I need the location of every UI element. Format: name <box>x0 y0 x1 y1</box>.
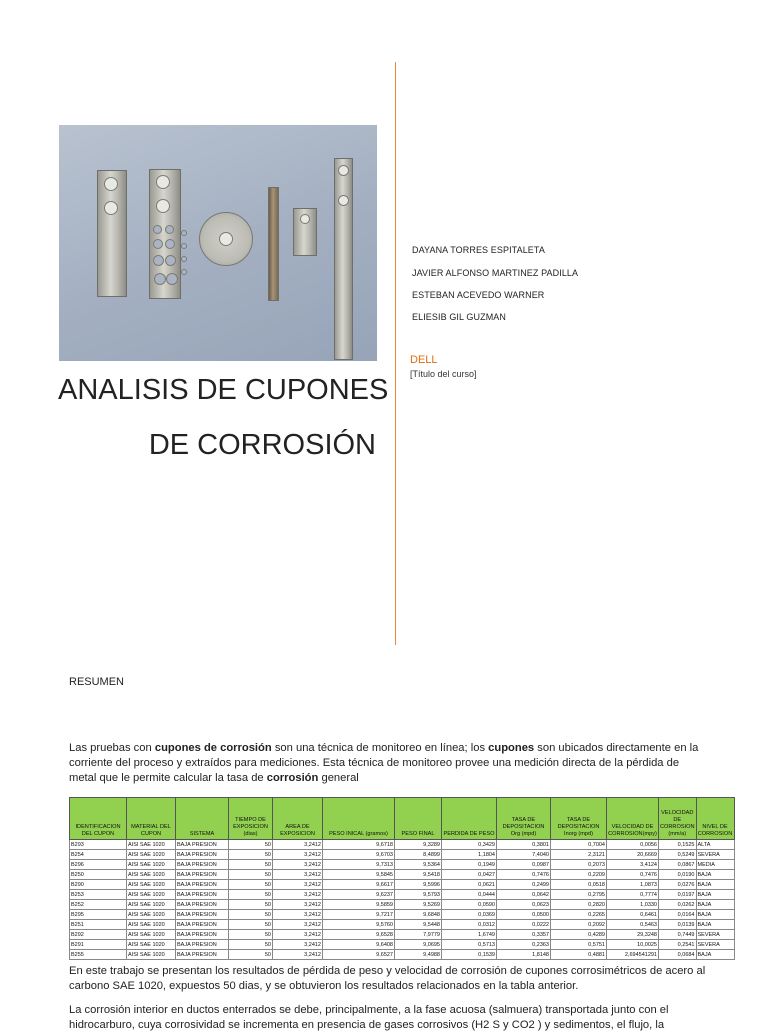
table-cell: 9,6408 <box>323 940 395 950</box>
table-cell: 9,5448 <box>395 920 442 930</box>
table-cell: 9,3289 <box>395 840 442 850</box>
table-cell: 0,7004 <box>551 840 607 850</box>
table-cell: B295 <box>70 910 127 920</box>
table-cell: BAJA <box>696 870 734 880</box>
table-cell: 50 <box>229 930 273 940</box>
table-cell: 0,0262 <box>659 900 697 910</box>
column-header: VELOCIDAD DE CORROSION (mm/a) <box>659 798 697 840</box>
table-cell: 3,2412 <box>273 930 323 940</box>
column-header: TASA DE DEPOSITACION Org (mpd) <box>497 798 551 840</box>
table-cell: 0,2541 <box>659 940 697 950</box>
table-cell: 9,7313 <box>323 860 395 870</box>
table-cell: 0,0312 <box>442 920 497 930</box>
table-cell: 9,5269 <box>395 900 442 910</box>
internal-corrosion-paragraph: La corrosión interior en ductos enterrados se debe, principalmente, a la fase acuosa (salmuera) transportada junto con el hidrocarburo, cuya corrosividad se incrementa en presencia de gases corrosivos (H2 S y CO2 ) y sedimentos, el flujo, la <box>69 1004 669 1031</box>
table-cell: 0,0139 <box>659 920 697 930</box>
table-cell: 0,0500 <box>497 910 551 920</box>
table-cell: BAJA PRESION <box>176 940 229 950</box>
table-cell: 8,4899 <box>395 850 442 860</box>
table-cell: 0,7449 <box>659 930 697 940</box>
table-row <box>70 870 735 880</box>
table-cell: BAJA PRESION <box>176 900 229 910</box>
table-cell: 0,0190 <box>659 870 697 880</box>
table-cell: BAJA PRESION <box>176 920 229 930</box>
table-cell: BAJA <box>696 880 734 890</box>
column-header: TASA DE DEPOSITACION Inorg (mpd) <box>551 798 607 840</box>
table-cell: 10,0025 <box>607 940 659 950</box>
table-cell: BAJA <box>696 950 734 960</box>
table-cell: 50 <box>229 840 273 850</box>
table-cell: BAJA <box>696 920 734 930</box>
table-cell: AISI SAE 1020 <box>127 860 176 870</box>
table-cell: BAJA PRESION <box>176 880 229 890</box>
table-cell: BAJA PRESION <box>176 910 229 920</box>
table-row <box>70 920 735 930</box>
table-cell: 3,2412 <box>273 890 323 900</box>
table-cell: AISI SAE 1020 <box>127 930 176 940</box>
table-cell: 0,1525 <box>659 840 697 850</box>
table-cell: 50 <box>229 880 273 890</box>
table-cell: B290 <box>70 880 127 890</box>
table-cell: 50 <box>229 870 273 880</box>
table-cell: 3,2412 <box>273 850 323 860</box>
table-cell: 0,0056 <box>607 840 659 850</box>
intro-text: Las pruebas con <box>69 742 155 754</box>
table-cell: BAJA <box>696 900 734 910</box>
table-cell: 3,4124 <box>607 860 659 870</box>
table-cell: 3,2412 <box>273 910 323 920</box>
table-cell: 1,1804 <box>442 850 497 860</box>
table-cell: 0,4881 <box>551 950 607 960</box>
table-cell: 29,3248 <box>607 930 659 940</box>
column-header: TIEMPO DE EXPOSICION (dias) <box>229 798 273 840</box>
intro-bold-term: cupones <box>488 742 535 754</box>
table-cell: 0,0427 <box>442 870 497 880</box>
table-cell: MEDIA <box>696 860 734 870</box>
table-cell: 1,0873 <box>607 880 659 890</box>
table-cell: BAJA <box>696 890 734 900</box>
table-row <box>70 930 735 940</box>
table-cell: 7,9779 <box>395 930 442 940</box>
table-cell: 9,6237 <box>323 890 395 900</box>
table-cell: 0,3801 <box>497 840 551 850</box>
table-cell: 50 <box>229 850 273 860</box>
table-cell: 3,2412 <box>273 840 323 850</box>
table-cell: 0,7774 <box>607 890 659 900</box>
table-row <box>70 880 735 890</box>
document-title-line-2: DE CORROSIÓN <box>148 429 376 461</box>
intro-text: son ubicados directamente en la corriente del proceso y extraídos para mediciones. Esta técnica de monitoreo provee una medición directa de la pérdida de metal que le permite calcular la tasa de <box>69 742 699 784</box>
table-cell: BAJA PRESION <box>176 860 229 870</box>
table-cell: 0,2092 <box>551 920 607 930</box>
intro-bold-term: corrosión <box>266 772 319 784</box>
table-cell: 1,8148 <box>497 950 551 960</box>
table-cell: 9,5418 <box>395 870 442 880</box>
table-cell: 0,6461 <box>607 910 659 920</box>
table-cell: 0,7476 <box>607 870 659 880</box>
table-cell: 0,5751 <box>551 940 607 950</box>
table-cell: AISI SAE 1020 <box>127 850 176 860</box>
table-cell: 9,6718 <box>323 840 395 850</box>
table-cell: 2,694541291 <box>607 950 659 960</box>
table-cell: 0,0444 <box>442 890 497 900</box>
table-cell: 50 <box>229 910 273 920</box>
table-cell: 9,6703 <box>323 850 395 860</box>
table-cell: 0,0623 <box>497 900 551 910</box>
table-cell: 0,0222 <box>497 920 551 930</box>
column-header: SISTEMA <box>176 798 229 840</box>
coupon-results-table <box>69 797 735 960</box>
summary-heading: RESUMEN <box>69 676 125 688</box>
table-cell: 0,1539 <box>442 950 497 960</box>
table-cell: 0,5713 <box>442 940 497 950</box>
table-cell: 9,5845 <box>323 870 395 880</box>
table-row <box>70 950 735 960</box>
table-cell: BAJA PRESION <box>176 840 229 850</box>
table-cell: 50 <box>229 890 273 900</box>
table-cell: AISI SAE 1020 <box>127 950 176 960</box>
table-cell: 3,2412 <box>273 950 323 960</box>
table-row <box>70 850 735 860</box>
table-cell: BAJA PRESION <box>176 890 229 900</box>
table-cell: SEVERA <box>696 850 734 860</box>
column-header: NIVEL DE CORROSION <box>696 798 734 840</box>
table-cell: 0,2795 <box>551 890 607 900</box>
table-cell: 9,6848 <box>395 910 442 920</box>
table-cell: 9,5760 <box>323 920 395 930</box>
table-cell: B293 <box>70 840 127 850</box>
intro-text: general <box>318 772 359 784</box>
column-header: MATERIAL DEL CUPON <box>127 798 176 840</box>
table-cell: B253 <box>70 890 127 900</box>
table-row <box>70 890 735 900</box>
table-header-row <box>70 798 735 840</box>
table-cell: BAJA PRESION <box>176 950 229 960</box>
table-cell: 1,0330 <box>607 900 659 910</box>
company-name: DELL <box>410 354 438 366</box>
table-cell: AISI SAE 1020 <box>127 840 176 850</box>
table-cell: ALTA <box>696 840 734 850</box>
author-4: ELIESIB GIL GUZMAN <box>412 312 506 322</box>
table-cell: 50 <box>229 900 273 910</box>
table-cell: 0,2073 <box>551 860 607 870</box>
summary-intro-paragraph <box>69 741 709 786</box>
table-cell: 0,0867 <box>659 860 697 870</box>
table-cell: 9,6528 <box>323 930 395 940</box>
table-cell: 0,0369 <box>442 910 497 920</box>
column-header: PERDIDA DE PESO <box>442 798 497 840</box>
table-cell: 9,5793 <box>395 890 442 900</box>
table-cell: 0,0621 <box>442 880 497 890</box>
table-cell: 3,2412 <box>273 870 323 880</box>
table-cell: 0,0276 <box>659 880 697 890</box>
table-cell: AISI SAE 1020 <box>127 910 176 920</box>
table-cell: AISI SAE 1020 <box>127 940 176 950</box>
table-cell: 3,2412 <box>273 940 323 950</box>
table-cell: 0,5249 <box>659 850 697 860</box>
table-cell: 0,4289 <box>551 930 607 940</box>
table-cell: 7,4040 <box>497 850 551 860</box>
table-cell: 9,4988 <box>395 950 442 960</box>
results-paragraph: En este trabajo se presentan los resultados de pérdida de peso y velocidad de corrosión de cupones corrosimétricos de acero al carbono SAE 1020, expuestos 50 dias, y se obtuvieron los resultados relacionados en la tabla anterior. <box>69 965 706 992</box>
table-cell: AISI SAE 1020 <box>127 890 176 900</box>
table-row <box>70 940 735 950</box>
table-cell: 0,1949 <box>442 860 497 870</box>
table-cell: 9,5364 <box>395 860 442 870</box>
column-header: IDENTIFICACION DEL CUPON <box>70 798 127 840</box>
table-cell: B255 <box>70 950 127 960</box>
table-cell: 2,3121 <box>551 850 607 860</box>
course-title: [Título del curso] <box>410 369 477 379</box>
table-cell: 3,2412 <box>273 900 323 910</box>
table-cell: 9,7217 <box>323 910 395 920</box>
author-1: DAYANA TORRES ESPITALETA <box>412 245 545 255</box>
table-cell: B251 <box>70 920 127 930</box>
table-cell: SEVERA <box>696 940 734 950</box>
table-cell: 9,5859 <box>323 900 395 910</box>
table-cell: 0,3357 <box>497 930 551 940</box>
table-cell: B292 <box>70 930 127 940</box>
table-cell: 0,2209 <box>551 870 607 880</box>
table-cell: 9,6527 <box>323 950 395 960</box>
table-cell: BAJA <box>696 910 734 920</box>
table-cell: 0,2363 <box>497 940 551 950</box>
table-cell: 50 <box>229 940 273 950</box>
table-cell: 0,0197 <box>659 890 697 900</box>
table-cell: 9,0695 <box>395 940 442 950</box>
table-row <box>70 910 735 920</box>
column-header: PESO FINAL <box>395 798 442 840</box>
intro-bold-term: cupones de corrosión <box>154 742 272 754</box>
table-cell: 1,6749 <box>442 930 497 940</box>
table-cell: 0,0642 <box>497 890 551 900</box>
table-cell: 0,0518 <box>551 880 607 890</box>
table-cell: 0,0684 <box>659 950 697 960</box>
table-row <box>70 900 735 910</box>
table-cell: 50 <box>229 860 273 870</box>
table-cell: 9,6617 <box>323 880 395 890</box>
table-cell: B296 <box>70 860 127 870</box>
table-cell: AISI SAE 1020 <box>127 900 176 910</box>
table-cell: 9,5996 <box>395 880 442 890</box>
table-cell: 0,0987 <box>497 860 551 870</box>
corrosion-coupons-photo <box>59 125 377 361</box>
table-cell: 0,2499 <box>497 880 551 890</box>
table-cell: BAJA PRESION <box>176 850 229 860</box>
table-cell: AISI SAE 1020 <box>127 870 176 880</box>
author-3: ESTEBAN ACEVEDO WARNER <box>412 290 545 300</box>
table-cell: BAJA PRESION <box>176 870 229 880</box>
table-cell: 0,0164 <box>659 910 697 920</box>
author-2: JAVIER ALFONSO MARTINEZ PADILLA <box>412 268 579 278</box>
intro-text: son una técnica de monitoreo en línea; los <box>271 742 489 754</box>
table-cell: AISI SAE 1020 <box>127 880 176 890</box>
table-cell: 50 <box>229 950 273 960</box>
table-cell: B250 <box>70 870 127 880</box>
table-cell: 0,2820 <box>551 900 607 910</box>
table-cell: SEVERA <box>696 930 734 940</box>
column-header: PESO INICAL (gramos) <box>323 798 395 840</box>
table-cell: B254 <box>70 850 127 860</box>
table-row <box>70 840 735 850</box>
table-cell: 0,5463 <box>607 920 659 930</box>
table-cell: 0,3429 <box>442 840 497 850</box>
table-cell: 0,2265 <box>551 910 607 920</box>
table-cell: 50 <box>229 920 273 930</box>
table-cell: BAJA PRESION <box>176 930 229 940</box>
column-header: VELOCIDAD DE CORROSION(mpy) <box>607 798 659 840</box>
table-cell: B252 <box>70 900 127 910</box>
table-cell: B291 <box>70 940 127 950</box>
table-cell: 3,2412 <box>273 860 323 870</box>
table-row <box>70 860 735 870</box>
document-title-line-1: ANALISIS DE CUPONES <box>58 374 389 406</box>
accent-divider <box>395 62 396 645</box>
table-body <box>70 840 735 960</box>
table-cell: 0,7476 <box>497 870 551 880</box>
table-cell: AISI SAE 1020 <box>127 920 176 930</box>
table-cell: 3,2412 <box>273 920 323 930</box>
table-cell: 0,0590 <box>442 900 497 910</box>
table-cell: 3,2412 <box>273 880 323 890</box>
column-header: AREA DE EXPOSICION <box>273 798 323 840</box>
table-cell: 20,6669 <box>607 850 659 860</box>
